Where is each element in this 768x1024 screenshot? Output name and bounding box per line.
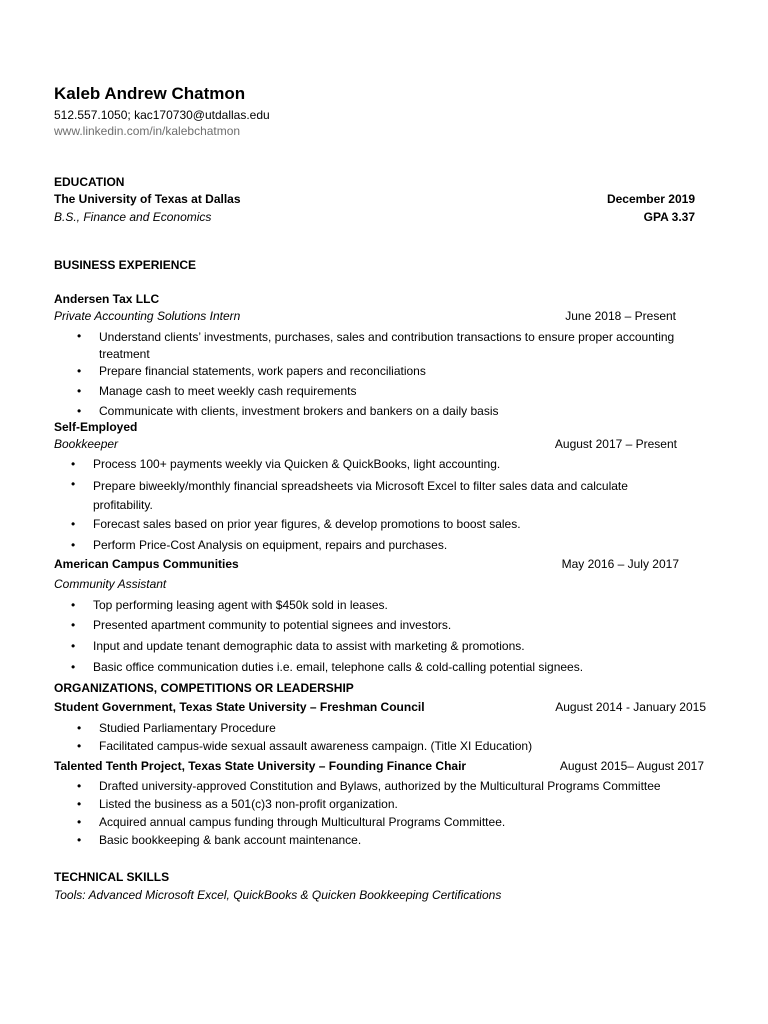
education-degree: B.S., Finance and Economics	[54, 210, 212, 224]
bullet-icon: •	[77, 364, 82, 378]
skills-tools: Tools: Advanced Microsoft Excel, QuickBooks & Quicken Bookkeeping Certifications	[54, 888, 502, 902]
bullet-icon: •	[71, 477, 76, 491]
bullet-icon: •	[71, 598, 76, 612]
bullet-icon: •	[71, 639, 76, 653]
bullet-icon: •	[71, 660, 76, 674]
bullet-text: Studied Parliamentary Procedure	[99, 721, 276, 735]
bullet-text: Listed the business as a 501(c)3 non-profit organization.	[99, 797, 398, 811]
resume-name: Kaleb Andrew Chatmon	[54, 84, 246, 103]
bullet-text: Facilitated campus-wide sexual assault awareness campaign. (Title XI Education)	[99, 739, 533, 753]
skills-heading: TECHNICAL SKILLS	[54, 870, 170, 884]
bullet-text: Understand clients’ investments, purchases, sales and contribution transactions to ensure proper accounting treatment	[99, 330, 675, 361]
bullet-icon: •	[77, 779, 82, 793]
bullet-text: Process 100+ payments weekly via Quicken & QuickBooks, light accounting.	[93, 457, 501, 471]
bullet-icon: •	[77, 739, 82, 753]
bullet-icon: •	[77, 721, 82, 735]
education-heading: EDUCATION	[54, 175, 125, 189]
bullet-icon: •	[77, 384, 82, 398]
bullet-text: Top performing leasing agent with $450k sold in leases.	[93, 598, 388, 612]
organizations-heading: ORGANIZATIONS, COMPETITIONS OR LEADERSHIP	[54, 681, 354, 695]
bullet-icon: •	[77, 797, 82, 811]
bullet-icon: •	[77, 404, 82, 418]
bullet-icon: •	[77, 329, 82, 343]
bullet-text: Drafted university-approved Constitution and Bylaws, authorized by the Multicultural Programs Committee	[99, 779, 661, 793]
job-org: American Campus Communities	[54, 557, 239, 571]
bullet-text: Forecast sales based on prior year figures, & develop promotions to boost sales.	[93, 517, 521, 531]
contact-line: 512.557.1050; kac170730@utdallas.edu	[54, 108, 270, 122]
bullet-icon: •	[71, 538, 76, 552]
org-name: Student Government, Texas State University – Freshman Council	[54, 700, 425, 714]
education-date: December 2019	[606, 192, 695, 206]
job-dates: June 2018 – Present	[565, 309, 676, 323]
bullet-text: Basic office communication duties i.e. email, telephone calls & cold-calling potential signees.	[93, 660, 584, 674]
bullet-text: Communicate with clients, investment brokers and bankers on a daily basis	[99, 404, 499, 418]
bullet-text: Basic bookkeeping & bank account maintenance.	[99, 833, 362, 847]
bullet-text: Perform Price-Cost Analysis on equipment, repairs and purchases.	[93, 538, 448, 552]
job-title: Community Assistant	[54, 577, 167, 591]
job-title: Bookkeeper	[54, 437, 119, 451]
education-gpa: GPA 3.37	[643, 210, 695, 224]
bullet-icon: •	[71, 618, 76, 632]
bullet-icon: •	[71, 457, 76, 471]
job-org: Andersen Tax LLC	[54, 292, 160, 306]
linkedin-url: www.linkedin.com/in/kalebchatmon	[54, 124, 241, 138]
business-heading: BUSINESS EXPERIENCE	[54, 258, 197, 272]
job-dates: May 2016 – July 2017	[561, 557, 679, 571]
bullet-text: Manage cash to meet weekly cash requirements	[99, 384, 357, 398]
bullet-text: Presented apartment community to potential signees and investors.	[93, 618, 452, 632]
bullet-icon: •	[77, 833, 82, 847]
bullet-text: Prepare financial statements, work papers and reconciliations	[99, 364, 426, 378]
bullet-icon: •	[71, 517, 76, 531]
education-school: The University of Texas at Dallas	[54, 192, 241, 206]
bullet-icon: •	[77, 815, 82, 829]
org-dates: August 2015– August 2017	[559, 759, 704, 773]
org-dates: August 2014 - January 2015	[555, 700, 706, 714]
job-org: Self-Employed	[54, 420, 138, 434]
org-name: Talented Tenth Project, Texas State University – Founding Finance Chair	[54, 759, 467, 773]
bullet-text: Input and update tenant demographic data to assist with marketing & promotions.	[93, 639, 525, 653]
job-title: Private Accounting Solutions Intern	[54, 309, 241, 323]
bullet-text: Acquired annual campus funding through Multicultural Programs Committee.	[99, 815, 506, 829]
job-dates: August 2017 – Present	[554, 437, 677, 451]
bullet-text: Prepare biweekly/monthly financial spreadsheets via Microsoft Excel to filter sales data and calculate profitability.	[93, 479, 628, 512]
